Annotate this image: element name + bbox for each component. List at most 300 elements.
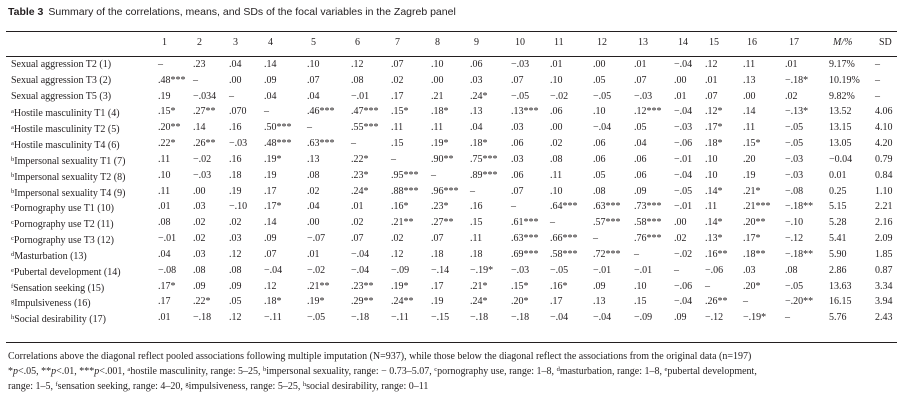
table-cell: −.12 bbox=[785, 233, 804, 245]
table-cell: .13 bbox=[743, 74, 756, 86]
table-cell: .15 bbox=[470, 217, 483, 229]
table-row bbox=[6, 215, 897, 231]
table-note-correlations: Correlations above the diagonal reflect pooled associations following multiple imputation (N=937), while those below the diagonal reflect the associations from the original data (n=197) bbox=[8, 351, 752, 362]
table-cell: 2.21 bbox=[875, 201, 893, 213]
table-cell: .15* bbox=[158, 106, 176, 118]
row-label bbox=[11, 57, 111, 73]
table-cell: .04 bbox=[634, 138, 647, 150]
table-cell: .18 bbox=[229, 169, 242, 181]
column-header: 10 bbox=[515, 37, 525, 48]
column-header: 6 bbox=[355, 37, 360, 48]
table-cell: .02 bbox=[550, 138, 563, 150]
row-label-footnote: b bbox=[11, 155, 15, 163]
table-cell: .16 bbox=[229, 153, 242, 165]
table-cell: .22* bbox=[158, 138, 176, 150]
row-label bbox=[11, 73, 111, 89]
row-label-text: Sensation seeking (15) bbox=[13, 282, 105, 294]
table-cell: 4.20 bbox=[875, 138, 893, 150]
table-cell: .16 bbox=[470, 201, 483, 213]
table-cell: −.01 bbox=[158, 233, 177, 245]
table-row bbox=[6, 89, 897, 105]
row-label-text: Pornography use T2 (11) bbox=[13, 219, 114, 231]
table-cell: .05 bbox=[593, 74, 606, 86]
table-cell: .13 bbox=[593, 296, 606, 308]
table-cell: −.02 bbox=[307, 264, 326, 276]
table-cell: .18* bbox=[431, 106, 449, 118]
table-cell: .07 bbox=[634, 74, 647, 86]
row-label-text: Social desirability (17) bbox=[14, 314, 106, 326]
table-cell: – bbox=[875, 59, 880, 70]
table-cell: .17* bbox=[705, 122, 723, 134]
table-cell: .03 bbox=[229, 233, 242, 245]
table-cell: .16* bbox=[391, 201, 409, 213]
table-cell: .13* bbox=[705, 233, 723, 245]
table-cell: −.02 bbox=[193, 153, 212, 165]
row-label-footnote: c bbox=[11, 235, 14, 243]
table-cell: .64*** bbox=[550, 201, 578, 213]
table-cell: – bbox=[511, 201, 516, 213]
table-cell: −.01 bbox=[593, 264, 612, 276]
table-cell: 3.34 bbox=[875, 280, 893, 292]
table-cell: .08 bbox=[785, 264, 798, 276]
table-cell: .10 bbox=[593, 106, 606, 118]
table-cell: .18* bbox=[470, 138, 488, 150]
table-row bbox=[6, 231, 897, 247]
table-cell: −.19* bbox=[743, 312, 767, 324]
table-cell: .07 bbox=[264, 248, 277, 260]
table-cell: – bbox=[193, 74, 198, 86]
row-label-footnote: a bbox=[11, 124, 14, 132]
footnote-p-symbol: p bbox=[13, 366, 18, 377]
table-cell: −.04 bbox=[550, 312, 569, 324]
table-cell: .07 bbox=[705, 90, 718, 102]
row-label-footnote: c bbox=[11, 219, 14, 227]
table-cell: .27** bbox=[193, 106, 216, 118]
table-cell: 13.05 bbox=[829, 138, 852, 150]
table-cell: .06 bbox=[511, 169, 524, 181]
table-cell: .24* bbox=[470, 90, 488, 102]
table-cell: .18* bbox=[705, 138, 723, 150]
table-cell: 13.15 bbox=[829, 122, 852, 134]
table-cell: 9.82% bbox=[829, 90, 855, 102]
table-cell: 1.85 bbox=[875, 248, 893, 260]
table-cell: 4.10 bbox=[875, 122, 893, 134]
table-cell: −.04 bbox=[593, 122, 612, 134]
table-cell: −.04 bbox=[593, 312, 612, 324]
table-cell: .10 bbox=[705, 153, 718, 165]
table-cell: .08 bbox=[307, 169, 320, 181]
table-row bbox=[6, 263, 897, 279]
table-cell: .48*** bbox=[158, 74, 186, 86]
table-cell: .02 bbox=[391, 233, 404, 245]
table-cell: .14 bbox=[743, 106, 756, 118]
table-cell: .19* bbox=[264, 153, 282, 165]
column-header: 5 bbox=[311, 37, 316, 48]
table-cell: – bbox=[875, 90, 880, 102]
table-cell: .06 bbox=[511, 138, 524, 150]
table-cell: .06 bbox=[593, 153, 606, 165]
table-row bbox=[6, 120, 897, 136]
table-cell: .26** bbox=[705, 296, 728, 308]
table-cell: .12 bbox=[391, 248, 404, 260]
table-cell: – bbox=[593, 233, 598, 245]
footnote-text: hostile masculinity, range: 5–25, bbox=[130, 366, 263, 377]
table-cell: .24** bbox=[391, 296, 414, 308]
table-cell: .48*** bbox=[264, 138, 292, 150]
table-cell: .03 bbox=[470, 74, 483, 86]
table-cell: .21*** bbox=[743, 201, 771, 213]
table-cell: −.15 bbox=[431, 312, 450, 324]
column-header: 3 bbox=[233, 37, 238, 48]
table-cell: .57*** bbox=[593, 217, 621, 229]
table-row bbox=[6, 310, 897, 326]
table-cell: .12* bbox=[705, 106, 723, 118]
table-cell: – bbox=[158, 59, 163, 70]
footnote-marker: d bbox=[556, 366, 560, 373]
column-header: 12 bbox=[597, 37, 607, 48]
table-cell: −.04 bbox=[674, 296, 693, 308]
table-cell: .88*** bbox=[391, 185, 419, 197]
table-cell: .12 bbox=[229, 248, 242, 260]
table-cell: −.05 bbox=[674, 185, 693, 197]
column-header: 13 bbox=[638, 37, 648, 48]
footnote-p-symbol: p bbox=[51, 366, 57, 377]
table-cell: .14 bbox=[264, 59, 277, 70]
table-cell: .66*** bbox=[550, 233, 578, 245]
table-cell: −.19* bbox=[470, 264, 494, 276]
table-cell: .90** bbox=[431, 153, 454, 165]
table-cell: .10 bbox=[634, 280, 647, 292]
table-cell: – bbox=[743, 296, 748, 308]
row-label-footnote: g bbox=[11, 298, 15, 306]
table-cell: −.13* bbox=[785, 106, 809, 118]
table-cell: – bbox=[431, 169, 436, 181]
table-cell: −.04 bbox=[351, 264, 370, 276]
footnote-text: pubertal development, bbox=[667, 366, 757, 377]
table-cell: .20** bbox=[743, 217, 766, 229]
table-cell: −.04 bbox=[674, 106, 693, 118]
table-cell: .02 bbox=[193, 217, 206, 229]
row-label-text: Pornography use T1 (10) bbox=[13, 203, 114, 215]
footnote-marker: g bbox=[185, 381, 189, 388]
footnote-text: pornography use, range: 1–8, bbox=[437, 366, 557, 377]
table-cell: – bbox=[470, 185, 475, 197]
table-cell: .58*** bbox=[634, 217, 662, 229]
table-row bbox=[6, 57, 897, 73]
table-cell: .00 bbox=[229, 74, 242, 86]
table-cell: .05 bbox=[634, 122, 647, 134]
table-cell: .02 bbox=[193, 233, 206, 245]
table-cell: .04 bbox=[307, 201, 320, 213]
table-cell: .21** bbox=[391, 217, 414, 229]
table-cell: .01 bbox=[634, 59, 647, 70]
table-row bbox=[6, 168, 897, 184]
table-cell: 16.15 bbox=[829, 296, 852, 308]
table-cell: .15* bbox=[511, 280, 529, 292]
table-row bbox=[6, 247, 897, 263]
row-label-footnote: b bbox=[11, 187, 15, 195]
table-cell: .18 bbox=[470, 248, 483, 260]
table-cell: – bbox=[550, 217, 555, 229]
table-cell: 13.52 bbox=[829, 106, 852, 118]
footnote-text: impulsiveness, range: 5–25, bbox=[188, 381, 303, 392]
table-cell: 5.28 bbox=[829, 217, 847, 229]
table-cell: −.01 bbox=[351, 90, 370, 102]
table-cell: −.10 bbox=[785, 217, 804, 229]
table-cell: 0.84 bbox=[875, 169, 893, 181]
table-cell: .19 bbox=[264, 169, 277, 181]
table-cell: .16* bbox=[550, 280, 568, 292]
table-cell: −.11 bbox=[264, 312, 282, 324]
table-cell: 0.25 bbox=[829, 185, 847, 197]
table-cell: −.02 bbox=[550, 90, 569, 102]
footnote-text: masturbation, range: 1–8, bbox=[559, 366, 665, 377]
table-cell: .16 bbox=[229, 122, 242, 134]
table-cell: .070 bbox=[229, 106, 247, 118]
table-cell: 4.06 bbox=[875, 106, 893, 118]
table-cell: .12 bbox=[229, 312, 242, 324]
table-cell: .19* bbox=[391, 280, 409, 292]
table-cell: −.11 bbox=[391, 312, 409, 324]
table-row bbox=[6, 136, 897, 152]
table-cell: .95*** bbox=[391, 169, 419, 181]
table-cell: −.08 bbox=[785, 185, 804, 197]
table-cell: .14 bbox=[193, 122, 206, 134]
table-cell: .11 bbox=[158, 153, 171, 165]
footnote-marker: f bbox=[55, 381, 58, 388]
table-cell: .19 bbox=[431, 296, 444, 308]
table-cell: .04 bbox=[470, 122, 483, 134]
table-row bbox=[6, 294, 897, 310]
table-cell: .63*** bbox=[307, 138, 335, 150]
row-label-footnote: c bbox=[11, 203, 14, 211]
table-cell: .69*** bbox=[511, 248, 539, 260]
table-cell: .04 bbox=[264, 90, 277, 102]
table-cell: .07 bbox=[351, 233, 364, 245]
footnote-text: sensation seeking, range: 4–20, bbox=[57, 381, 186, 392]
table-cell: .61*** bbox=[511, 217, 539, 229]
table-cell: .96*** bbox=[431, 185, 459, 197]
column-header: 9 bbox=[474, 37, 479, 48]
table-cell: .15 bbox=[634, 296, 647, 308]
table-cell: −.03 bbox=[674, 122, 693, 134]
table-cell: 0.01 bbox=[829, 169, 847, 181]
column-header: SD bbox=[879, 37, 892, 48]
table-cell: −.18 bbox=[470, 312, 489, 324]
row-label-text: Impersonal sexuality T4 (9) bbox=[14, 187, 126, 199]
table-cell: .58*** bbox=[550, 248, 578, 260]
table-cell: – bbox=[264, 106, 269, 118]
table-cell: – bbox=[785, 312, 790, 324]
column-header: 1 bbox=[162, 37, 167, 48]
table-cell: −.18* bbox=[785, 74, 809, 86]
table-row bbox=[6, 104, 897, 120]
row-label-text: Hostile masculinity T1 (4) bbox=[13, 108, 120, 120]
table-cell: .19 bbox=[229, 185, 242, 197]
table-bottom-rule bbox=[6, 342, 897, 343]
table-cell: −.10 bbox=[229, 201, 248, 213]
table-cell: .03 bbox=[193, 201, 206, 213]
table-header-row bbox=[6, 36, 897, 57]
table-cell: .17* bbox=[743, 233, 761, 245]
table-cell: .46*** bbox=[307, 106, 335, 118]
table-cell: .08 bbox=[158, 217, 171, 229]
row-label bbox=[11, 310, 106, 328]
table-cell: .24* bbox=[470, 296, 488, 308]
row-label-footnote: d bbox=[11, 250, 15, 258]
table-cell: −.06 bbox=[674, 280, 693, 292]
table-cell: .01 bbox=[307, 248, 320, 260]
table-cell: .11 bbox=[470, 233, 483, 245]
footnote-marker: b bbox=[262, 366, 267, 373]
table-cell: −.06 bbox=[705, 264, 724, 276]
table-cell: .00 bbox=[431, 74, 444, 86]
row-label bbox=[11, 89, 111, 105]
table-caption bbox=[8, 3, 898, 21]
table-cell: .17 bbox=[391, 90, 404, 102]
table-cell: .18* bbox=[264, 296, 282, 308]
table-cell: .19* bbox=[307, 296, 325, 308]
table-cell: .00 bbox=[593, 59, 606, 70]
table-cell: .07 bbox=[391, 59, 404, 70]
table-cell: .21 bbox=[431, 90, 444, 102]
table-cell: .01 bbox=[158, 201, 171, 213]
table-cell: .16** bbox=[705, 248, 728, 260]
table-cell: .12 bbox=[351, 59, 364, 70]
footnote-text: range: 1–5, bbox=[8, 381, 56, 392]
footnote-marker: h bbox=[302, 381, 307, 388]
column-header: 11 bbox=[554, 37, 564, 48]
table-cell: .02 bbox=[785, 90, 798, 102]
table-cell: .02 bbox=[229, 217, 242, 229]
table-cell: .11 bbox=[705, 201, 718, 213]
table-cell: 10.19% bbox=[829, 74, 860, 86]
table-cell: .06 bbox=[470, 59, 483, 70]
table-note-ranges bbox=[8, 381, 898, 392]
table-cell: 5.90 bbox=[829, 248, 847, 260]
table-cell: .01 bbox=[158, 312, 171, 324]
table-cell: .13*** bbox=[511, 106, 539, 118]
table-cell: .05 bbox=[229, 296, 242, 308]
table-cell: .10 bbox=[705, 169, 718, 181]
row-label-footnote: h bbox=[11, 314, 15, 322]
table-cell: 0.87 bbox=[875, 264, 893, 276]
footnote-text: social desirability, range: 0–11 bbox=[306, 381, 429, 392]
table-cell: .20 bbox=[743, 153, 756, 165]
row-label-footnote: b bbox=[11, 171, 15, 179]
table-cell: .22* bbox=[193, 296, 211, 308]
table-cell: −.05 bbox=[785, 138, 804, 150]
table-cell: .07 bbox=[511, 185, 524, 197]
table-cell: .09 bbox=[264, 233, 277, 245]
table-cell: .63*** bbox=[511, 233, 539, 245]
table-cell: −.09 bbox=[634, 312, 653, 324]
column-header: 4 bbox=[268, 37, 273, 48]
table-cell: 13.63 bbox=[829, 280, 852, 292]
column-header: M/% bbox=[833, 37, 853, 48]
table-cell: .11 bbox=[391, 122, 404, 134]
column-header: 2 bbox=[197, 37, 202, 48]
table-title: Summary of the correlations, means, and SDs of the focal variables in the Zagreb panel bbox=[48, 6, 456, 18]
table-cell: 2.43 bbox=[875, 312, 893, 324]
table-cell: −.01 bbox=[674, 201, 693, 213]
table-cell: .24* bbox=[351, 185, 369, 197]
table-cell: .07 bbox=[511, 74, 524, 86]
table-cell: .09 bbox=[193, 280, 206, 292]
table-cell: .00 bbox=[674, 74, 687, 86]
table-cell: −.06 bbox=[674, 138, 693, 150]
table-cell: .07 bbox=[431, 233, 444, 245]
footnote-marker: c bbox=[434, 366, 438, 373]
table-cell: .14* bbox=[705, 185, 723, 197]
table-cell: −.18 bbox=[193, 312, 212, 324]
row-label-text: Sexual aggression T2 (1) bbox=[11, 59, 112, 70]
table-cell: −.07 bbox=[307, 233, 326, 245]
table-cell: 2.16 bbox=[875, 217, 893, 229]
table-cell: – bbox=[634, 248, 639, 260]
table-cell: .17 bbox=[158, 296, 171, 308]
table-cell: .06 bbox=[634, 169, 647, 181]
table-row bbox=[6, 184, 897, 200]
table-cell: .23* bbox=[351, 169, 369, 181]
table-cell: – bbox=[391, 153, 396, 165]
table-cell: .03 bbox=[193, 248, 206, 260]
table-cell: .26** bbox=[193, 138, 216, 150]
table-row bbox=[6, 152, 897, 168]
table-cell: .89*** bbox=[470, 169, 498, 181]
table-cell: −.04 bbox=[351, 248, 370, 260]
table-cell: .11 bbox=[743, 122, 756, 134]
table-cell: .00 bbox=[743, 90, 756, 102]
table-cell: −.03 bbox=[634, 90, 653, 102]
table-cell: .23* bbox=[431, 201, 449, 213]
table-cell: −.04 bbox=[674, 59, 693, 70]
row-label-text: Hostile masculinity T4 (6) bbox=[13, 140, 120, 152]
table-cell: .08 bbox=[593, 185, 606, 197]
table-cell: 2.86 bbox=[829, 264, 847, 276]
footnote-text: * bbox=[8, 366, 13, 377]
table-cell: −.05 bbox=[511, 90, 530, 102]
footnote-marker: e bbox=[664, 366, 668, 373]
table-cell: .03 bbox=[511, 153, 524, 165]
table-cell: .02 bbox=[351, 217, 364, 229]
table-cell: .27** bbox=[431, 217, 454, 229]
table-cell: .08 bbox=[193, 264, 206, 276]
footnote-text: <.01, *** bbox=[56, 366, 95, 377]
table-cell: .12 bbox=[705, 59, 718, 70]
table-cell: −0.04 bbox=[829, 153, 853, 165]
table-cell: .06 bbox=[593, 138, 606, 150]
footnote-marker: a bbox=[127, 366, 131, 373]
table-cell: .55*** bbox=[351, 122, 379, 134]
footnote-text: <.001, bbox=[99, 366, 128, 377]
table-cell: .17* bbox=[264, 201, 282, 213]
table-cell: .15 bbox=[391, 138, 404, 150]
table-cell: .00 bbox=[674, 217, 687, 229]
table-cell: .23** bbox=[351, 280, 374, 292]
table-cell: −.05 bbox=[550, 264, 569, 276]
table-cell: .21* bbox=[470, 280, 488, 292]
table-cell: .29** bbox=[351, 296, 374, 308]
table-cell: 3.94 bbox=[875, 296, 893, 308]
row-label-text: Hostile masculinity T2 (5) bbox=[13, 124, 120, 136]
table-cell: −.14 bbox=[431, 264, 450, 276]
table-cell: −.05 bbox=[307, 312, 326, 324]
table-cell: .20* bbox=[743, 280, 761, 292]
table-cell: – bbox=[307, 122, 312, 134]
row-label-text: Impersonal sexuality T1 (7) bbox=[14, 155, 126, 167]
table-cell: −.03 bbox=[193, 169, 212, 181]
